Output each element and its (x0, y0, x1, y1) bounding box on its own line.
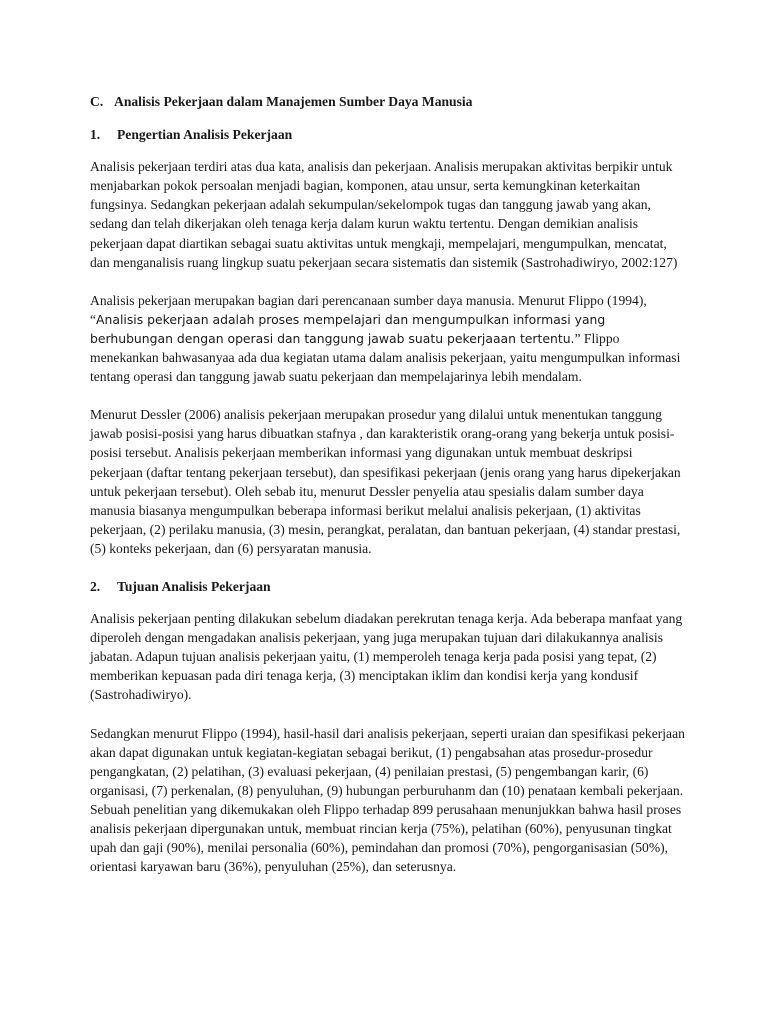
chapter-heading-number: C. (90, 94, 104, 109)
section-1-number: 1. (90, 127, 101, 143)
section-1-paragraph-3: Menurut Dessler (2006) analisis pekerjaan merupakan prosedur yang dilalui untuk menentukan tanggung jawab posisi-posisi yang harus dibuatkan stafnya , dan karakteristik orang-orang yang bekerja untuk posisi-posisi tersebut. Analisis pekerjaan memberikan informasi yang digunakan untuk membuat deskripsi pekerjaan (daftar tentang pekerjaan tersebut), dan spesifikasi pekerjaan (jenis orang yang harus dipekerjakan untuk pekerjaan tersebut). Oleh sebab itu, menurut Dessler penyelia atau spesialis dalam sumber daya manusia biasanya mengumpulkan beberapa informasi berikut melalui analisis pekerjaan, (1) aktivitas pekerjaan, (2) perilaku manusia, (3) mesin, perangkat, peralatan, dan bantuan pekerjaan, (4) standar prestasi, (5) konteks pekerjaan, dan (6) persyaratan manusia. (90, 407, 681, 556)
section-1-heading (90, 125, 688, 144)
paragraph-2-intro: Analisis pekerjaan merupakan bagian dari perencanaan sumber daya manusia. Menurut Flippo (1994), “ (90, 292, 647, 327)
section-2-heading (90, 577, 688, 596)
chapter-heading (90, 92, 688, 111)
chapter-heading-text: Analisis Pekerjaan dalam Manajemen Sumber Daya Manusia (114, 94, 473, 109)
section-2-paragraph-2: Sedangkan menurut Flippo (1994), hasil-hasil dari analisis pekerjaan, seperti uraian dan spesifikasi pekerjaan akan dapat digunakan untuk kegiatan-kegiatan sebagai berikut, (1) pengabsahan atas prosedur-prosedur pengangkatan, (2) pelatihan, (3) evaluasi pekerjaan, (4) penilaian prestasi, (5) pengembangan karir, (6) organisasi, (7) perkenalan, (8) penyuluhan, (9) hubungan perburuhanm dan (10) penataan kembali pekerjaan. Sebuah penelitian yang dikemukakan oleh Flippo terhadap 899 perusahaan menunjukkan bahwa hasil proses analisis pekerjaan dipergunakan untuk, membuat rincian kerja (75%), pelatihan (60%), penyusunan tingkat upah dan gaji (90%), menilai personalia (60%), pemindahan dan promosi (70%), pengorganisasian (50%), orientasi karyawan baru (36%), penyuluhan (25%), dan seterusnya. (90, 725, 685, 875)
section-1-paragraph-1: Analisis pekerjaan terdiri atas dua kata, analisis dan pekerjaan. Analisis merupakan aktivitas berpikir untuk menjabarkan pokok persoalan menjadi bagian, komponen, atau unsur, serta kemungkinan keterkaitan fungsinya. Sedangkan pekerjaan adalah sekumpulan/sekelompok tugas dan tanggung jawab yang akan, sedang dan telah dikerjakan oleh tenaga kerja dalam kurun waktu tertentu. Dengan demikian analisis pekerjaan dapat diartikan sebagai suatu aktivitas untuk mengkaji, mempelajari, mengumpulkan, mencatat, dan menganalisis ruang lingkup suatu pekerjaan secara sistematis dan sistemik (Sastrohadiwiryo, 2002:127) (90, 159, 678, 270)
section-1-paragraph-2 (90, 291, 688, 386)
section-2-paragraph-1: Analisis pekerjaan penting dilakukan sebelum diadakan perekrutan tenaga kerja. Ada beberapa manfaat yang diperoleh dengan mengadakan analisis pekerjaan, yang juga merupakan tujuan dari dilakukannya analisis jabatan. Adapun tujuan analisis pekerjaan yaitu, (1) memperoleh tenaga kerja pada posisi yang tepat, (2) memberikan kepuasan pada diri tenaga kerja, (3) menciptakan iklim dan kondisi kerja yang kondusif (Sastrohadiwiryo). (90, 611, 683, 703)
document-body (90, 92, 688, 895)
flippo-quote: Analisis pekerjaan adalah proses mempelajari dan mengumpulkan informasi yang berhubungan dengan operasi dan tanggung jawab suatu pekerjaaan tertentu. (90, 311, 606, 346)
section-1-title: Pengertian Analisis Pekerjaan (117, 127, 293, 143)
section-2-title: Tujuan Analisis Pekerjaan (117, 578, 271, 594)
paragraph-2-rest: ” Flippo menekankan bahwasanyaa ada dua kegiatan utama dalam analisis pekerjaan, yaitu mengumpulkan informasi tentang operasi dan tanggung jawab suatu pekerjaan dan mempelajarinya lebih mendalam. (90, 330, 681, 385)
section-2-number: 2. (90, 578, 101, 594)
